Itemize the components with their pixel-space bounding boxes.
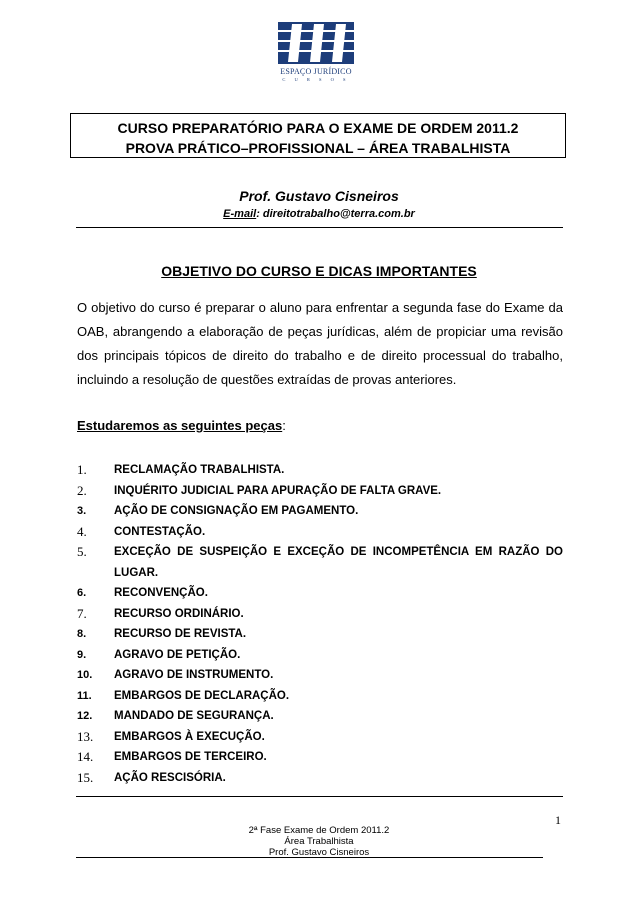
list-item — [77, 624, 563, 645]
item-number: 4. — [77, 523, 87, 539]
footer-divider — [76, 857, 543, 858]
item-text: EMBARGOS DE DECLARAÇÃO. — [114, 689, 290, 702]
item-text: EXCEÇÃO DE SUSPEIÇÃO E EXCEÇÃO DE INCOMPETÊNCIA EM RAZÃO DO LUGAR. — [114, 546, 563, 579]
study-suffix: : — [282, 418, 286, 433]
list-item — [77, 768, 563, 789]
list-item — [77, 583, 563, 604]
list-item — [77, 747, 563, 768]
item-text: AGRAVO DE INSTRUMENTO. — [114, 669, 274, 681]
item-number: 8. — [77, 628, 87, 640]
item-number: 10. — [77, 669, 93, 681]
list-item — [77, 686, 563, 707]
item-number: 3. — [77, 505, 87, 517]
item-text: AÇÃO RESCISÓRIA. — [114, 771, 226, 784]
item-number: 11. — [77, 689, 92, 702]
author-email — [0, 208, 638, 220]
logo — [278, 22, 354, 92]
item-number: 6. — [77, 587, 87, 599]
page-number: 1 — [555, 813, 561, 827]
item-number: 15. — [77, 769, 94, 785]
pieces-list — [77, 460, 563, 788]
list-item — [77, 665, 563, 686]
list-item — [77, 645, 563, 666]
title-line-2: PROVA PRÁTICO–PROFISSIONAL – ÁREA TRABALHISTA — [125, 140, 511, 156]
item-number: 1. — [77, 462, 87, 477]
author-name: Prof. Gustavo Cisneiros — [239, 188, 399, 204]
objective-paragraph: O objetivo do curso é preparar o aluno para enfrentar a segunda fase do Exame da OAB, abrangendo a elaboração de peças jurídicas, além de propiciar uma revisão dos principais tópicos de direito do trabalho e de direito processual do trabalho, incluindo a resolução de questões extraídas de provas anteriores. — [77, 300, 563, 387]
item-text: MANDADO DE SEGURANÇA. — [114, 710, 274, 722]
divider — [76, 227, 563, 228]
item-text: EMBARGOS À EXECUÇÃO. — [114, 730, 265, 743]
list-item — [77, 501, 563, 522]
item-text: INQUÉRITO JUDICIAL PARA APURAÇÃO DE FALTA GRAVE. — [114, 484, 442, 497]
item-number: 7. — [77, 605, 87, 621]
item-number: 2. — [77, 482, 87, 498]
study-intro — [77, 418, 286, 433]
divider — [76, 796, 563, 797]
item-text: RECURSO DE REVISTA. — [114, 628, 247, 640]
list-item — [77, 522, 563, 543]
email-label: E-mail — [223, 208, 257, 220]
title-line-1: CURSO PREPARATÓRIO PARA O EXAME DE ORDEM 2011.2 — [117, 120, 519, 136]
item-text: AGRAVO DE PETIÇÃO. — [114, 648, 241, 661]
footer-line-2: Área Trabalhista — [284, 836, 354, 847]
email-value: : direitotrabalho@terra.com.br — [256, 208, 415, 220]
item-number: 5. — [77, 544, 87, 559]
item-text: RECURSO ORDINÁRIO. — [114, 607, 244, 620]
item-text: RECONVENÇÃO. — [114, 587, 208, 599]
study-label: Estudaremos as seguintes peças — [77, 418, 283, 433]
section-heading: OBJETIVO DO CURSO E DICAS IMPORTANTES — [161, 263, 477, 279]
list-item — [77, 542, 563, 583]
list-item — [77, 706, 563, 727]
item-number: 13. — [77, 728, 94, 744]
list-item — [77, 460, 563, 481]
list-item — [77, 604, 563, 625]
list-item — [77, 481, 563, 502]
item-text: CONTESTAÇÃO. — [114, 525, 206, 538]
item-number: 9. — [77, 648, 87, 661]
item-text: RECLAMAÇÃO TRABALHISTA. — [114, 464, 285, 476]
page-footer — [0, 825, 638, 858]
item-text: EMBARGOS DE TERCEIRO. — [114, 751, 267, 763]
logo-mark-icon — [278, 22, 354, 66]
item-number: 12. — [77, 710, 93, 722]
list-item — [77, 727, 563, 748]
footer-line-1: 2ª Fase Exame de Ordem 2011.2 — [248, 825, 390, 836]
item-number: 14. — [77, 749, 94, 764]
item-text: AÇÃO DE CONSIGNAÇÃO EM PAGAMENTO. — [114, 505, 359, 517]
logo-name: ESPAÇO JURÍDICO — [280, 67, 352, 76]
footer-line-3: Prof. Gustavo Cisneiros — [268, 847, 370, 858]
logo-subtitle: C U R S O S — [282, 77, 350, 82]
title-box — [70, 113, 566, 158]
